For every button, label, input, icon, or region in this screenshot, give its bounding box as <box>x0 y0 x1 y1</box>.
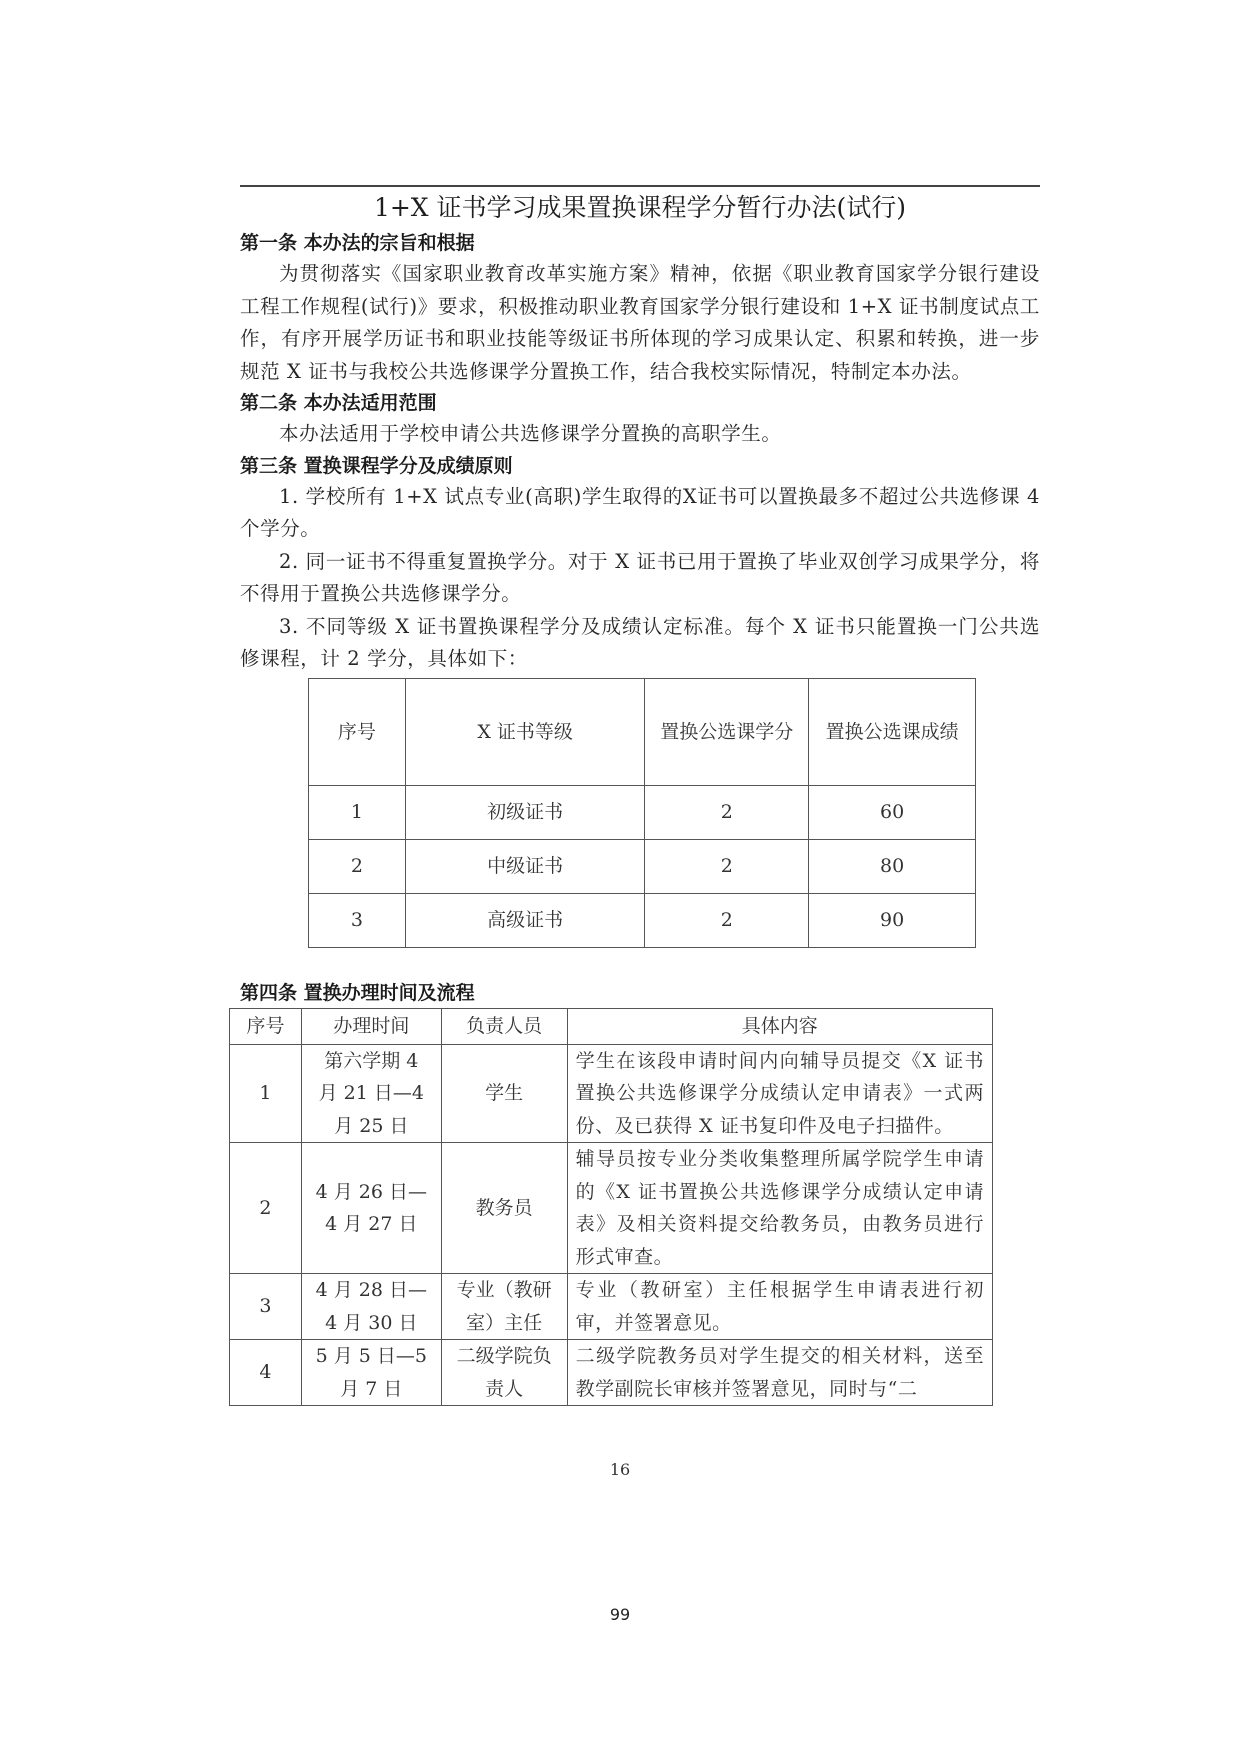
article-2-paragraph: 本办法适用于学校申请公共选修课学分置换的高职学生。 <box>279 422 782 445</box>
cell: 4 月 28 日—4 月 30 日 <box>301 1274 441 1340</box>
article-4-heading: 第四条 置换办理时间及流程 <box>240 982 475 1004</box>
process-table-header <box>230 1009 993 1045</box>
table-row <box>230 1044 993 1143</box>
article-3-item-2: 2. 同一证书不得重复置换学分。对于 X 证书已用于置换了毕业双创学习成果学分，将不得用于置换公共选修课学分。 <box>240 549 1040 605</box>
article-1-heading: 第一条 本办法的宗旨和根据 <box>240 232 475 254</box>
header-cell: X 证书等级 <box>405 678 645 785</box>
table-row <box>309 839 976 893</box>
cell: 90 <box>809 893 976 947</box>
cell: 高级证书 <box>405 893 645 947</box>
cell: 2 <box>645 785 809 839</box>
cell: 学生在该段申请时间内向辅导员提交《X 证书置换公共选修课学分成绩认定申请表》一式两份、及已获得 X 证书复印件及电子扫描件。 <box>567 1044 992 1143</box>
header-cell: 置换公选课成绩 <box>809 678 976 785</box>
cell: 2 <box>309 839 406 893</box>
grade-table <box>308 678 976 948</box>
outer-page-number: 99 <box>609 1605 631 1624</box>
cell: 80 <box>809 839 976 893</box>
header-cell: 序号 <box>230 1009 302 1045</box>
document-title: 1+X 证书学习成果置换课程学分暂行办法(试行) <box>373 193 907 222</box>
cell: 4 月 26 日—4 月 27 日 <box>301 1143 441 1274</box>
cell: 60 <box>809 785 976 839</box>
cell: 2 <box>230 1143 302 1274</box>
process-table <box>229 1008 993 1406</box>
header-cell: 置换公选课学分 <box>645 678 809 785</box>
cell: 2 <box>645 893 809 947</box>
document-body <box>240 228 1040 948</box>
header-cell: 具体内容 <box>567 1009 992 1045</box>
cell: 3 <box>309 893 406 947</box>
table-row <box>309 785 976 839</box>
header-cell: 序号 <box>309 678 406 785</box>
table-row <box>230 1340 993 1406</box>
grade-table-header <box>309 678 976 785</box>
table-row <box>230 1274 993 1340</box>
cell: 5 月 5 日—5 月 7 日 <box>301 1340 441 1406</box>
article-2-heading: 第二条 本办法适用范围 <box>240 392 437 414</box>
cell: 学生 <box>441 1044 567 1143</box>
cell: 1 <box>230 1044 302 1143</box>
inner-page-number: 16 <box>609 1460 631 1479</box>
cell: 第六学期 4 月 21 日—4 月 25 日 <box>301 1044 441 1143</box>
article-3-heading: 第三条 置换课程学分及成绩原则 <box>240 454 513 477</box>
cell: 初级证书 <box>405 785 645 839</box>
cell: 专业（教研室）主任 <box>441 1274 567 1340</box>
cell: 3 <box>230 1274 302 1340</box>
article-3-item-3: 3. 不同等级 X 证书置换课程学分及成绩认定标准。每个 X 证书只能置换一门公共选修课程，计 2 学分，具体如下： <box>240 614 1040 670</box>
table-row <box>230 1143 993 1274</box>
article-3-item-1: 1. 学校所有 1+X 试点专业(高职)学生取得的X证书可以置换最多不超过公共选修课 4 个学分。 <box>240 484 1040 540</box>
cell: 专业（教研室）主任根据学生申请表进行初审，并签署意见。 <box>567 1274 992 1340</box>
table-row <box>309 893 976 947</box>
cell: 1 <box>309 785 406 839</box>
cell: 2 <box>645 839 809 893</box>
cell: 二级学院教务员对学生提交的相关材料，送至教学副院长审核并签署意见，同时与“二 <box>567 1340 992 1406</box>
cell: 辅导员按专业分类收集整理所属学院学生申请的《X 证书置换公共选修课学分成绩认定申请表》及相关资料提交给教务员，由教务员进行形式审查。 <box>567 1143 992 1274</box>
article-1-paragraph: 为贯彻落实《国家职业教育改革实施方案》精神，依据《职业教育国家学分银行建设工程工作规程(试行)》要求，积极推动职业教育国家学分银行建设和 1+X 证书制度试点工作，有序开展学历证书和职业技能等级证书所体现的学习成果认定、积累和转换，进一步规范 X 证书与我校公共选修课学分置换工作，结合我校实际情况，特制定本办法。 <box>240 262 1040 383</box>
cell: 中级证书 <box>405 839 645 893</box>
cell: 教务员 <box>441 1143 567 1274</box>
header-cell: 办理时间 <box>301 1009 441 1045</box>
cell: 4 <box>230 1340 302 1406</box>
header-cell: 负责人员 <box>441 1009 567 1045</box>
header-rule <box>240 185 1040 187</box>
cell: 二级学院负责人 <box>441 1340 567 1406</box>
